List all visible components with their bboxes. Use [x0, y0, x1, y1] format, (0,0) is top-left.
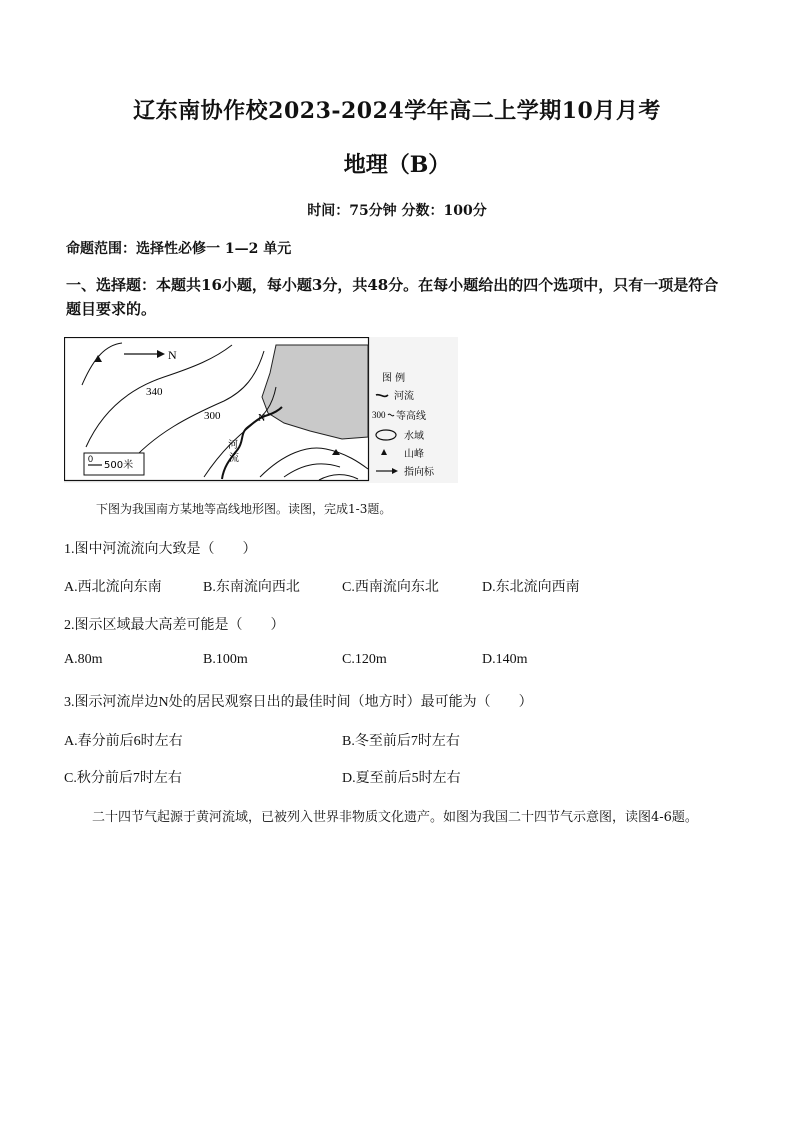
question-3-stem: 3.图示河流岸边N处的居民观察日出的最佳时间（地方时）最可能为（ ）: [64, 695, 533, 710]
question-3-option-a: A.春分前后6时左右: [64, 734, 183, 749]
question-1-option-d: D.东北流向西南: [482, 580, 580, 595]
contour-label-340: 340: [146, 386, 163, 398]
legend-river: 河流: [394, 391, 414, 402]
river-label: 流: [229, 453, 239, 464]
section-instructions: 一、选择题：本题共16小题，每小题3分，共48分。在每小题给出的四个选项中，只有一项是符合题目要求的。: [66, 276, 719, 318]
question-3-option-c: C.秋分前后7时左右: [64, 771, 182, 786]
legend-title: 图 例: [382, 373, 406, 384]
north-label: N: [168, 348, 177, 362]
point-n-label: N: [258, 413, 266, 424]
question-1-option-b: B.东南流向西北: [203, 580, 300, 595]
legend-peak: 山峰: [404, 449, 424, 460]
exam-subtitle: 地理（B）: [343, 152, 451, 178]
question-3-option-b: B.冬至前后7时左右: [342, 734, 460, 749]
question-2-option-a: A.80m: [64, 652, 103, 667]
question-1-stem: 1.图中河流流向大致是（ ）: [64, 542, 257, 557]
exam-title: 辽东南协作校2023-2024学年高二上学期10月月考: [133, 98, 661, 124]
legend-water: 水域: [404, 431, 424, 442]
question-1-option-c: C.西南流向东北: [342, 580, 439, 595]
question-1-option-a: A.西北流向东南: [64, 580, 162, 595]
legend-contour: 等高线: [396, 411, 426, 422]
contour-label-300: 300: [204, 410, 221, 422]
question-2-option-b: B.100m: [203, 652, 248, 667]
intro-paragraph-solar-terms: 二十四节气起源于黄河流域，已被列入世界非物质文化遗产。如图为我国二十四节气示意图，读图4-6题。: [92, 810, 698, 825]
legend-contour-value: 300: [372, 410, 386, 420]
river-label: 河: [228, 440, 238, 451]
question-2-option-d: D.140m: [482, 652, 528, 667]
exam-scope: 命题范围：选择性必修一 1—2 单元: [66, 241, 292, 257]
exam-time-score: 时间：75分钟 分数：100分: [307, 203, 487, 219]
question-2-stem: 2.图示区域最大高差可能是（ ）: [64, 618, 285, 633]
question-2-option-c: C.120m: [342, 652, 387, 667]
figure-caption: 下图为我国南方某地等高线地形图。读图，完成1-3题。: [96, 502, 392, 516]
contour-map: [64, 337, 458, 483]
scale-label: 500米: [104, 460, 134, 471]
legend-arrow: 指向标: [404, 467, 434, 478]
question-3-option-d: D.夏至前后5时左右: [342, 771, 461, 786]
scale-zero: 0: [88, 454, 94, 464]
